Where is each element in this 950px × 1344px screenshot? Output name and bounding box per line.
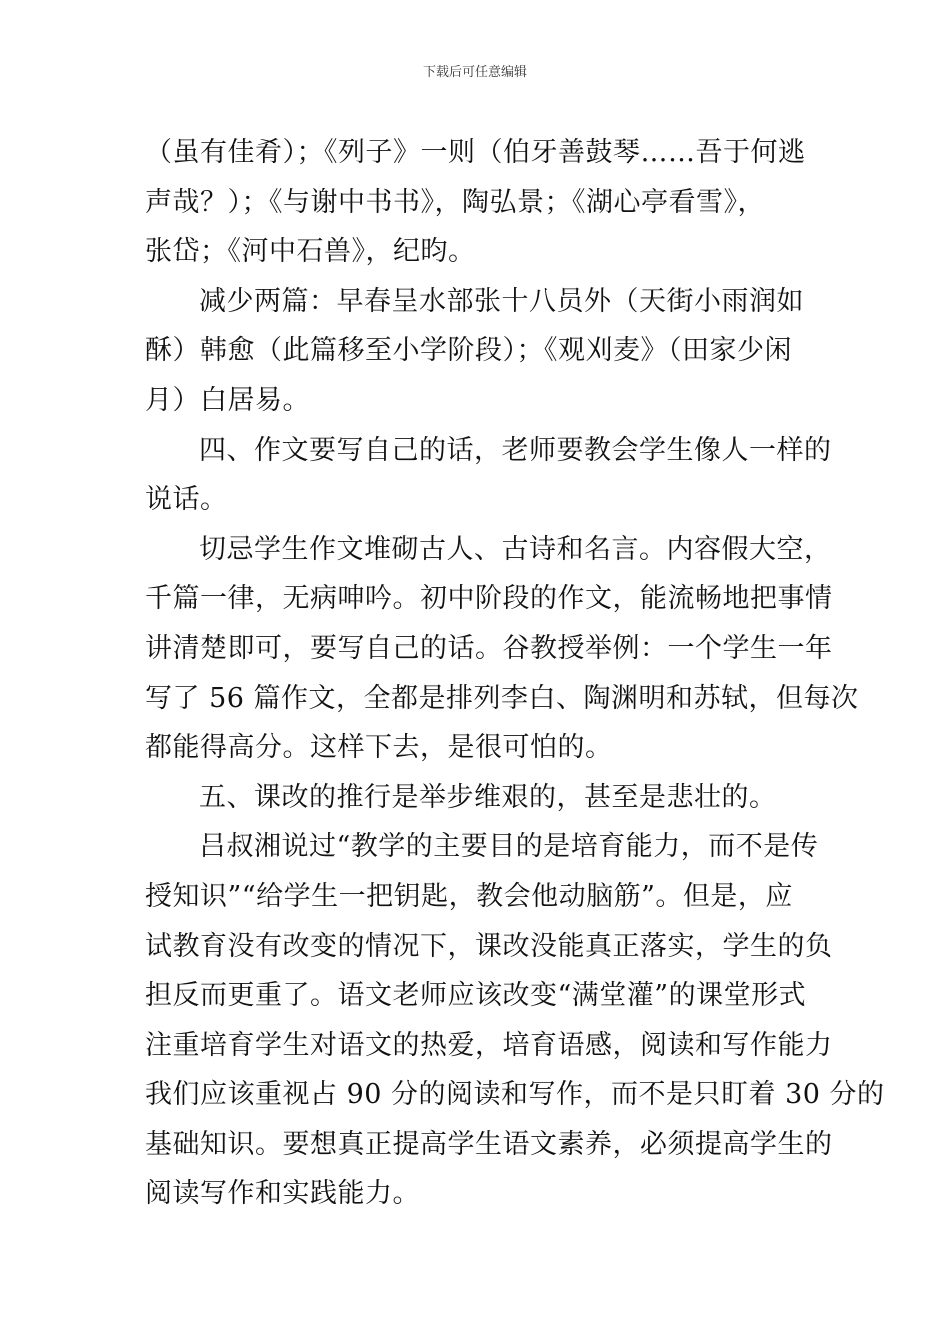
text-line: 都能得高分。这样下去，是很可怕的。 [145, 732, 613, 764]
text-line: 基础知识。要想真正提高学生语文素养，必须提高学生的 [145, 1128, 833, 1160]
text-line: 授知识”“给学生一把钥匙，教会他动脑筋”。但是，应 [145, 880, 793, 912]
paragraph-start-line: 切忌学生作文堆砌古人、古诗和名言。内容假大空， [199, 533, 832, 565]
text-line: 担反而更重了。语文老师应该改变“满堂灌”的课堂形式 [145, 980, 807, 1012]
text-line: 讲清楚即可，要写自己的话。谷教授举例：一个学生一年 [145, 632, 833, 664]
text-line: 写了 56 篇作文，全都是排列李白、陶渊明和苏轼，但每次 [145, 682, 859, 714]
text-line: 试教育没有改变的情况下，课改没能真正落实，学生的负 [145, 930, 833, 962]
text-line: 酥）韩愈（此篇移至小学阶段）；《观刈麦》（田家少闲 [145, 335, 792, 367]
section-heading-four: 四、作文要写自己的话，老师要教会学生像人一样的 [199, 434, 832, 466]
document-body [145, 128, 885, 1219]
text-line: 注重培育学生对语文的热爱，培育语感，阅读和写作能力 [145, 1029, 833, 1061]
text-line: 我们应该重视占 90 分的阅读和写作，而不是只盯着 30 分的 [145, 1079, 885, 1111]
page-header: 下载后可任意编辑 [422, 65, 527, 80]
section-heading-five: 五、课改的推行是举步维艰的，甚至是悲壮的。 [199, 781, 777, 813]
paragraph-start-line: 减少两篇：早春呈水部张十八员外（天街小雨润如 [199, 285, 804, 317]
text-line: 阅读写作和实践能力。 [145, 1178, 420, 1210]
text-line: （虽有佳肴）；《列子》一则（伯牙善鼓琴……吾于何逃 [145, 137, 806, 168]
paragraph-start-line: 吕叔湘说过“教学的主要目的是培育能力，而不是传 [199, 831, 819, 863]
text-line: 声哉？）；《与谢中书书》，陶弘景；《湖心亭看雪》， [145, 186, 765, 218]
text-line: 月）白居易。 [145, 384, 310, 416]
text-line: 千篇一律，无病呻吟。初中阶段的作文，能流畅地把事情 [145, 583, 833, 615]
text-line: 张岱；《河中石兽》，纪昀。 [145, 236, 476, 268]
text-line: 说话。 [145, 484, 228, 516]
